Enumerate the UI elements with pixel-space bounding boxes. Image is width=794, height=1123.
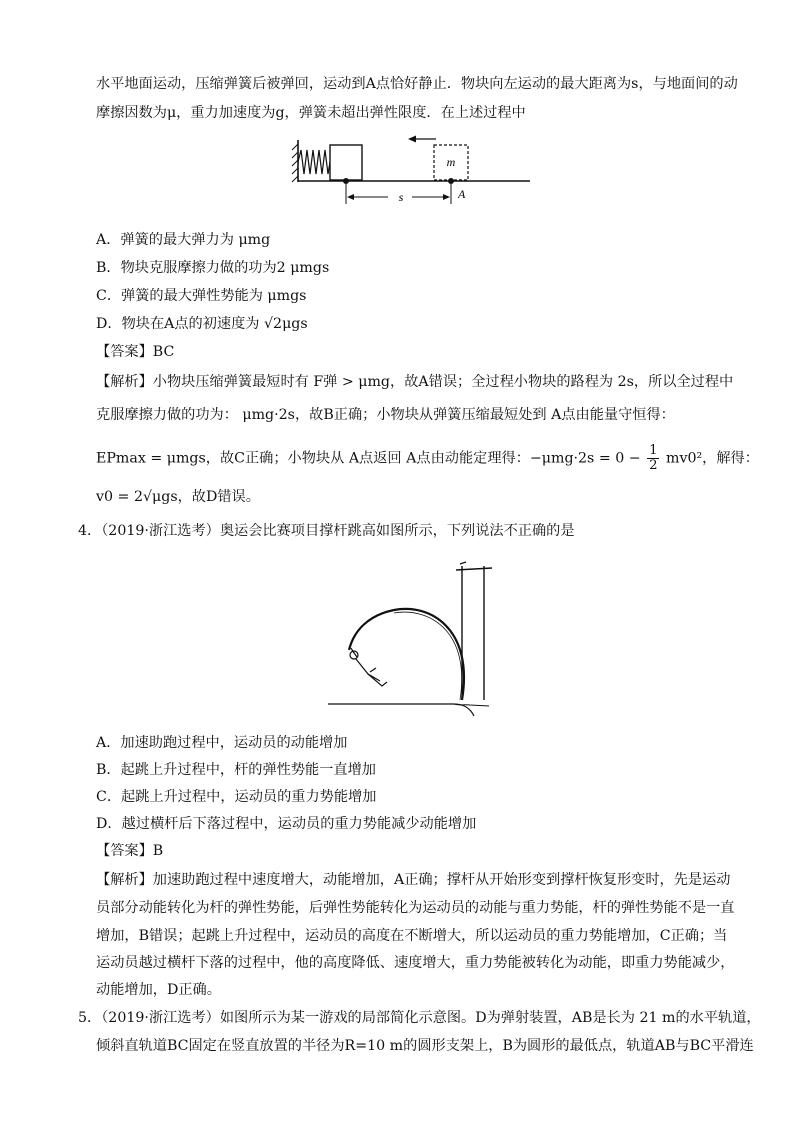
problem4-analysis-line3: 增加，B错误；起跳上升过程中，运动员的高度在不断增大，所以运动员的重力势能增加，C正确；当 bbox=[96, 928, 728, 944]
problem3-option-a: A．弹簧的最大弹力为 μmg bbox=[96, 232, 271, 248]
problem3-analysis-line3b: mv0²，解得： bbox=[665, 450, 759, 467]
block-compressed bbox=[330, 145, 362, 180]
problem3-answer: 【答案】BC bbox=[96, 344, 175, 360]
wall-hatching bbox=[292, 144, 298, 182]
athlete bbox=[350, 648, 387, 686]
spring bbox=[298, 150, 330, 174]
problem3-option-d: D．物块在A点的初速度为 √2μgs bbox=[96, 316, 308, 332]
start-point bbox=[343, 178, 349, 184]
problem3-analysis-line4: v0 = 2√μgs，故D错误。 bbox=[96, 489, 260, 505]
problem5-line2: 倾斜直轨道BC固定在竖直放置的半径为R=10 m的圆形支架上，B为圆形的最低点，轨道AB与BC平滑连 bbox=[96, 1038, 754, 1054]
motion-arrow-head bbox=[408, 136, 416, 143]
point-a-label: A bbox=[458, 187, 466, 201]
distance-arrow-left bbox=[347, 194, 354, 200]
problem4-analysis-line1: 【解析】加速助跑过程中速度增大，动能增加，A正确；撑杆从开始形变到撑杆恢复形变时，先是运动 bbox=[96, 872, 731, 888]
distance-arrow-right bbox=[443, 194, 450, 200]
problem4-analysis-line5: 动能增加，D正确。 bbox=[96, 982, 221, 998]
problem4-analysis-line2: 员部分动能转化为杆的弹性势能，后弹性势能转化为运动员的动能与重力势能，杆的弹性势能不是一直 bbox=[96, 900, 735, 916]
problem4-stem: 4．（2019·浙江选考）奥运会比赛项目撑杆跳高如图所示，下列说法不正确的是 bbox=[78, 523, 575, 539]
spring-block-figure bbox=[290, 132, 540, 210]
problem3-option-c: C．弹簧的最大弹性势能为 μmgs bbox=[96, 288, 307, 304]
problem4-option-b: B．起跳上升过程中，杆的弹性势能一直增加 bbox=[96, 762, 376, 778]
pole-vault-figure bbox=[324, 558, 494, 718]
problem4-option-a: A．加速助跑过程中，运动员的动能增加 bbox=[96, 735, 348, 751]
fraction-numerator: 1 bbox=[649, 443, 658, 458]
point-a bbox=[448, 178, 454, 184]
problem5-line1: 5．（2019·浙江选考）如图所示为某一游戏的局部简化示意图。D为弹射装置，AB是长为 21 m的水平轨道， bbox=[78, 1010, 761, 1026]
mass-label: m bbox=[446, 155, 456, 169]
fraction-denominator: 2 bbox=[649, 458, 658, 473]
problem3-analysis-line3 bbox=[96, 443, 759, 473]
ground-line bbox=[328, 704, 474, 716]
problem4-analysis-line4: 运动员越过横杆下落的过程中，他的高度降低、速度增大，重力势能被转化为动能，即重力势能减少， bbox=[96, 955, 735, 971]
problem3-stem-line1: 水平地面运动，压缩弹簧后被弹回，运动到A点恰好静止．物块向左运动的最大距离为s，与地面间的动 bbox=[96, 76, 738, 92]
problem4-option-c: C．起跳上升过程中，运动员的重力势能增加 bbox=[96, 789, 377, 805]
upright-peg bbox=[460, 562, 466, 564]
problem3-stem-line2: 摩擦因数为μ，重力加速度为g，弹簧未超出弹性限度．在上述过程中 bbox=[96, 105, 526, 121]
bent-pole bbox=[349, 609, 464, 700]
problem3-analysis-line2: 克服摩擦力做的功为： μmg·2s，故B正确；小物块从弹簧压缩最短处到 A点由能量守恒得： bbox=[96, 407, 675, 423]
one-half-fraction bbox=[647, 444, 659, 473]
problem4-answer: 【答案】B bbox=[96, 843, 164, 859]
distance-label: s bbox=[398, 190, 404, 204]
problem3-analysis-line1: 【解析】小物块压缩弹簧最短时有 F弹 > μmg，故A错误；全过程小物块的路程为 2s，所以全过程中 bbox=[96, 374, 734, 390]
problem4-option-d: D．越过横杆后下落过程中，运动员的重力势能减少动能增加 bbox=[96, 816, 477, 832]
problem3-option-b: B．物块克服摩擦力做的功为2 μmgs bbox=[96, 260, 330, 276]
problem3-analysis-line3a: EPmax = μmgs，故C正确；小物块从 A点返回 A点由动能定理得：−μmg·2s = 0 − bbox=[96, 450, 641, 467]
